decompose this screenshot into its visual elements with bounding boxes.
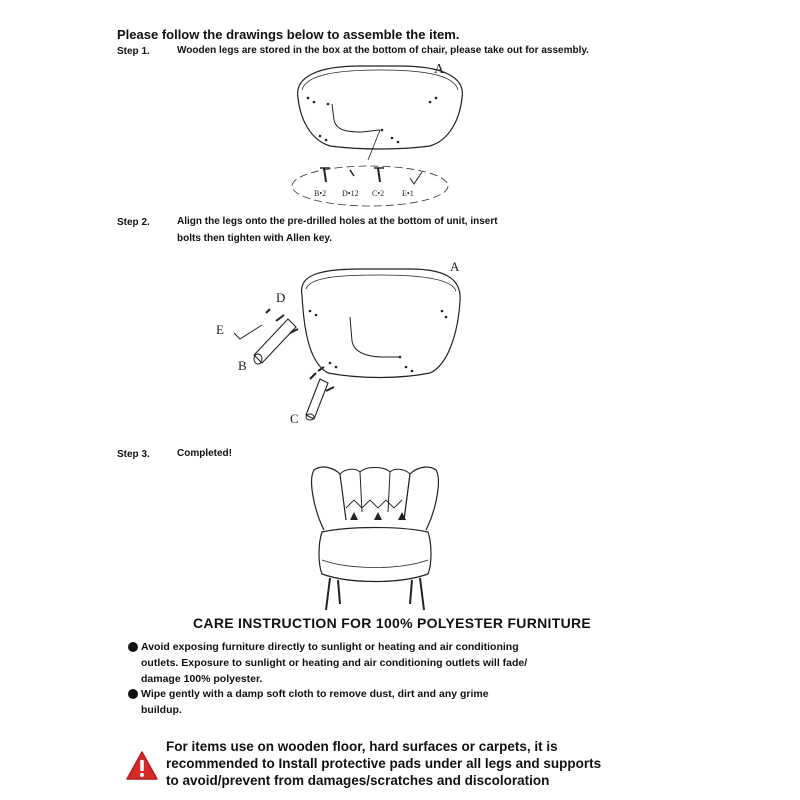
warning-line-3: to avoid/prevent from damages/scratches and discoloration: [166, 773, 550, 788]
step-2-text-line-1: Align the legs onto the pre-drilled holes at the bottom of unit, insert: [177, 216, 498, 227]
step-1-label: Step 1.: [117, 46, 150, 57]
step-2-label: Step 2.: [117, 217, 150, 228]
care-bullet-1-line-2: outlets. Exposure to sunlight or heating and air conditioning outlets will fade/: [141, 657, 528, 669]
part-b-count: B•2: [314, 189, 327, 198]
diagram-1-label-a: A: [434, 62, 445, 77]
diagram-2-label-d: D: [276, 290, 286, 305]
diagram-2-label-c: C: [290, 411, 299, 426]
warning-text: [166, 738, 601, 789]
step-1-diagram: [280, 58, 480, 218]
diagram-2-label-a: A: [450, 259, 460, 274]
warning-triangle-icon: [125, 750, 159, 782]
care-bullet-1-line-3: damage 100% polyester.: [141, 673, 263, 685]
care-bullet-2-line-2: buildup.: [141, 704, 182, 716]
part-d-count: D•12: [342, 189, 359, 198]
part-c-count: C•2: [372, 189, 385, 198]
care-bullet-2-line-1: Wipe gently with a damp soft cloth to remove dust, dirt and any grime: [141, 688, 489, 700]
care-bullet-1-line-1: Avoid exposing furniture directly to sunlight or heating and air conditioning: [141, 641, 519, 653]
step-3-text: Completed!: [177, 448, 232, 459]
diagram-2-label-b: B: [238, 358, 247, 373]
warning-line-1: For items use on wooden floor, hard surfaces or carpets, it is: [166, 739, 558, 754]
step-1-text: Wooden legs are stored in the box at the bottom of chair, please take out for assembly.: [177, 45, 589, 56]
diagram-2-label-e: E: [216, 322, 224, 337]
bullet-dot-1: [128, 642, 138, 652]
step-2-text-line-2: bolts then tighten with Allen key.: [177, 233, 333, 244]
warning-line-2: recommended to Install protective pads under all legs and supports: [166, 756, 602, 771]
step-3-chair-diagram: [300, 460, 450, 615]
step-2-diagram: [210, 255, 480, 430]
care-instruction-title: CARE INSTRUCTION FOR 100% POLYESTER FURNITURE: [193, 615, 592, 631]
page-heading: Please follow the drawings below to assemble the item.: [117, 27, 460, 42]
bullet-dot-2: [128, 689, 138, 699]
part-e-count: E•1: [402, 189, 414, 198]
step-3-label: Step 3.: [117, 449, 150, 460]
